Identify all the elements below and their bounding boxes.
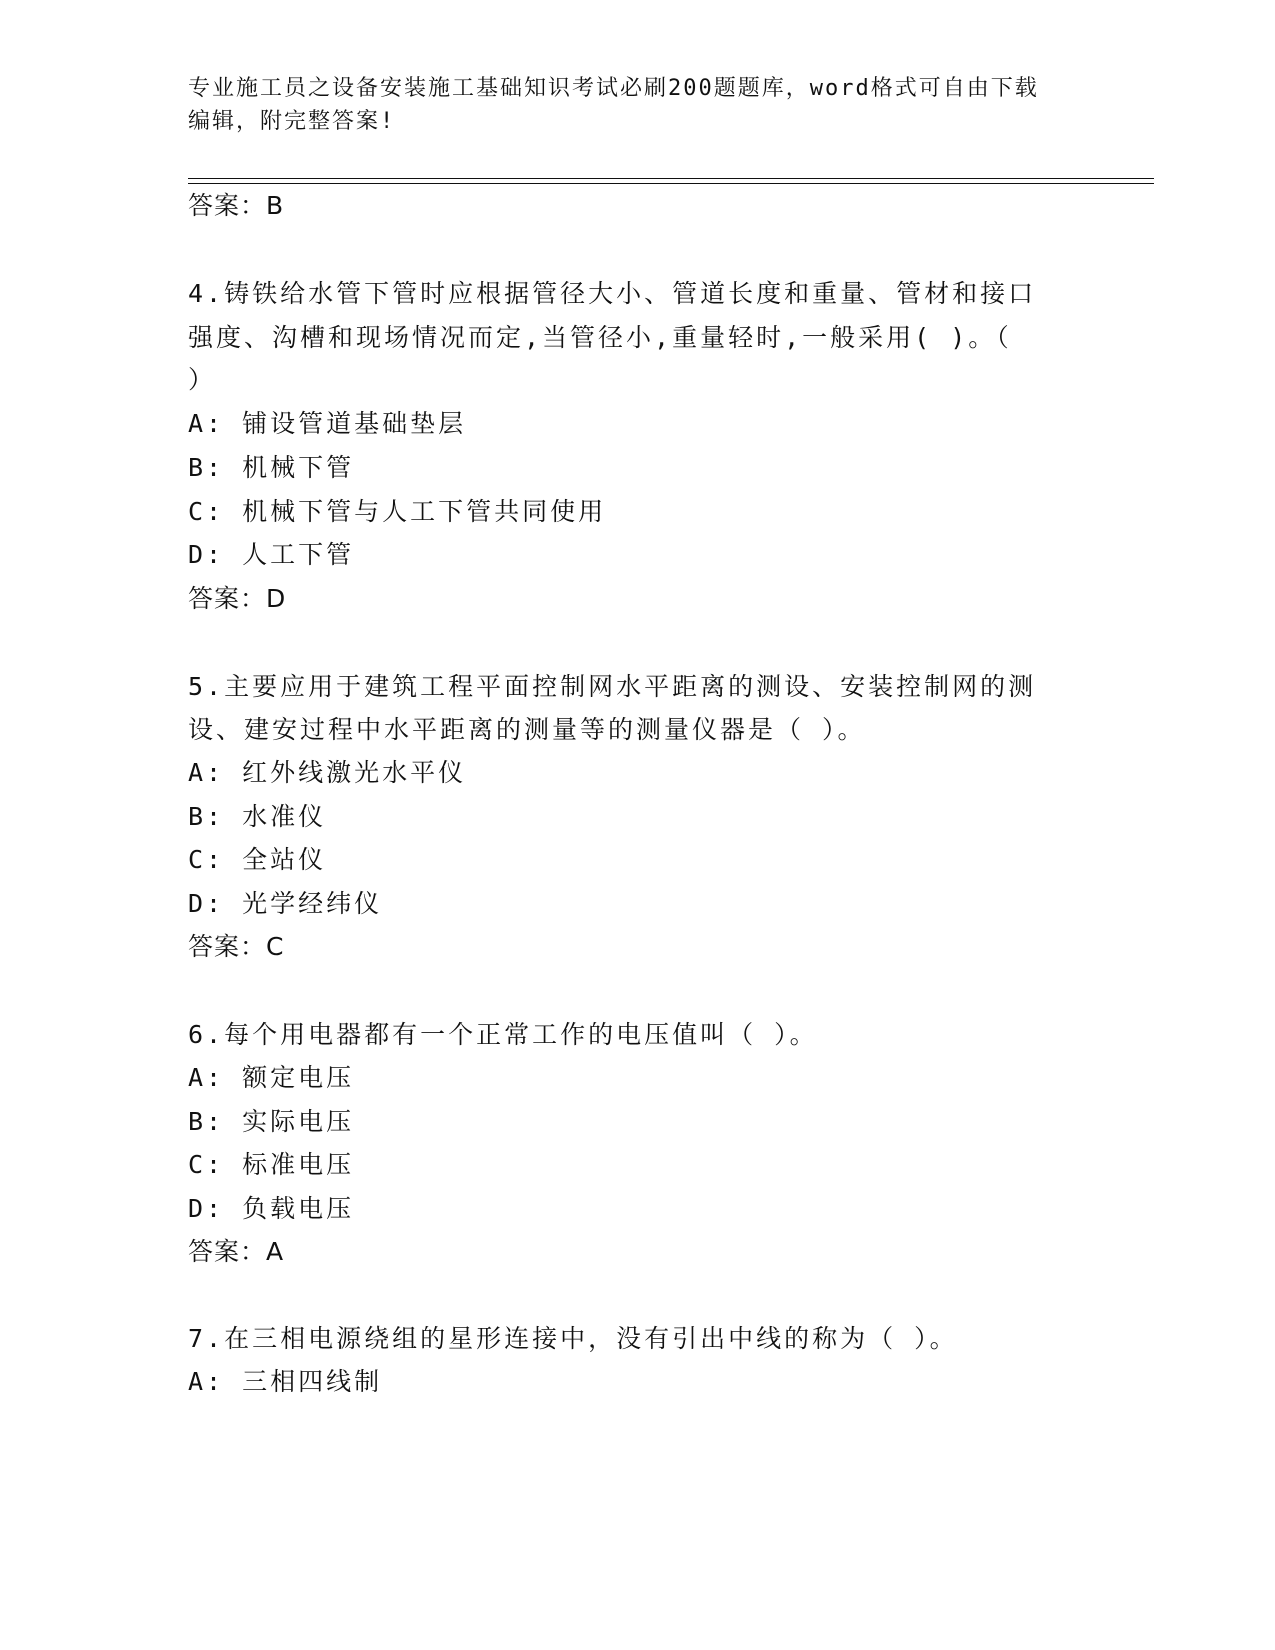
question-text: 7.在三相电源绕组的星形连接中，没有引出中线的称为（ ）。 <box>188 1324 958 1353</box>
question-text: 强度、沟槽和现场情况而定,当管径小,重量轻时,一般采用( )。（ <box>188 323 1012 352</box>
option-c: C: 标准电压 <box>188 1150 355 1179</box>
question-text: 5.主要应用于建筑工程平面控制网水平距离的测设、安装控制网的测 <box>188 672 1037 701</box>
option-b: B: 机械下管 <box>188 453 355 482</box>
option-d: D: 光学经纬仪 <box>188 889 383 918</box>
question-text: 4.铸铁给水管下管时应根据管径大小、管道长度和重量、管材和接口 <box>188 279 1037 308</box>
option-b: B: 实际电压 <box>188 1107 355 1136</box>
option-c: C: 机械下管与人工下管共同使用 <box>188 497 607 526</box>
header-divider <box>188 178 1154 179</box>
option-b: B: 水准仪 <box>188 802 327 831</box>
option-c: C: 全站仪 <box>188 845 327 874</box>
answer-line: 答案：A <box>188 1237 285 1266</box>
option-d: D: 负载电压 <box>188 1194 355 1223</box>
option-a: A: 额定电压 <box>188 1063 355 1092</box>
answer-line: 答案：D <box>188 584 287 613</box>
option-a: A: 三相四线制 <box>188 1367 383 1396</box>
answer-line: 答案：C <box>188 932 285 961</box>
answer-line: 答案：B <box>188 191 285 220</box>
header-line: 编辑，附完整答案! <box>188 109 396 134</box>
option-a: A: 铺设管道基础垫层 <box>188 409 467 438</box>
page-header <box>188 72 1088 138</box>
option-a: A: 红外线激光水平仪 <box>188 758 467 787</box>
question-text: 设、建安过程中水平距离的测量等的测量仪器是（ ）。 <box>188 715 866 744</box>
header-divider <box>188 183 1154 184</box>
option-d: D: 人工下管 <box>188 540 355 569</box>
header-line: 专业施工员之设备安装施工基础知识考试必刷200题题库，word格式可自由下载 <box>188 76 1039 101</box>
question-text: 6.每个用电器都有一个正常工作的电压值叫（ ）。 <box>188 1020 818 1049</box>
question-text: ） <box>188 365 217 394</box>
